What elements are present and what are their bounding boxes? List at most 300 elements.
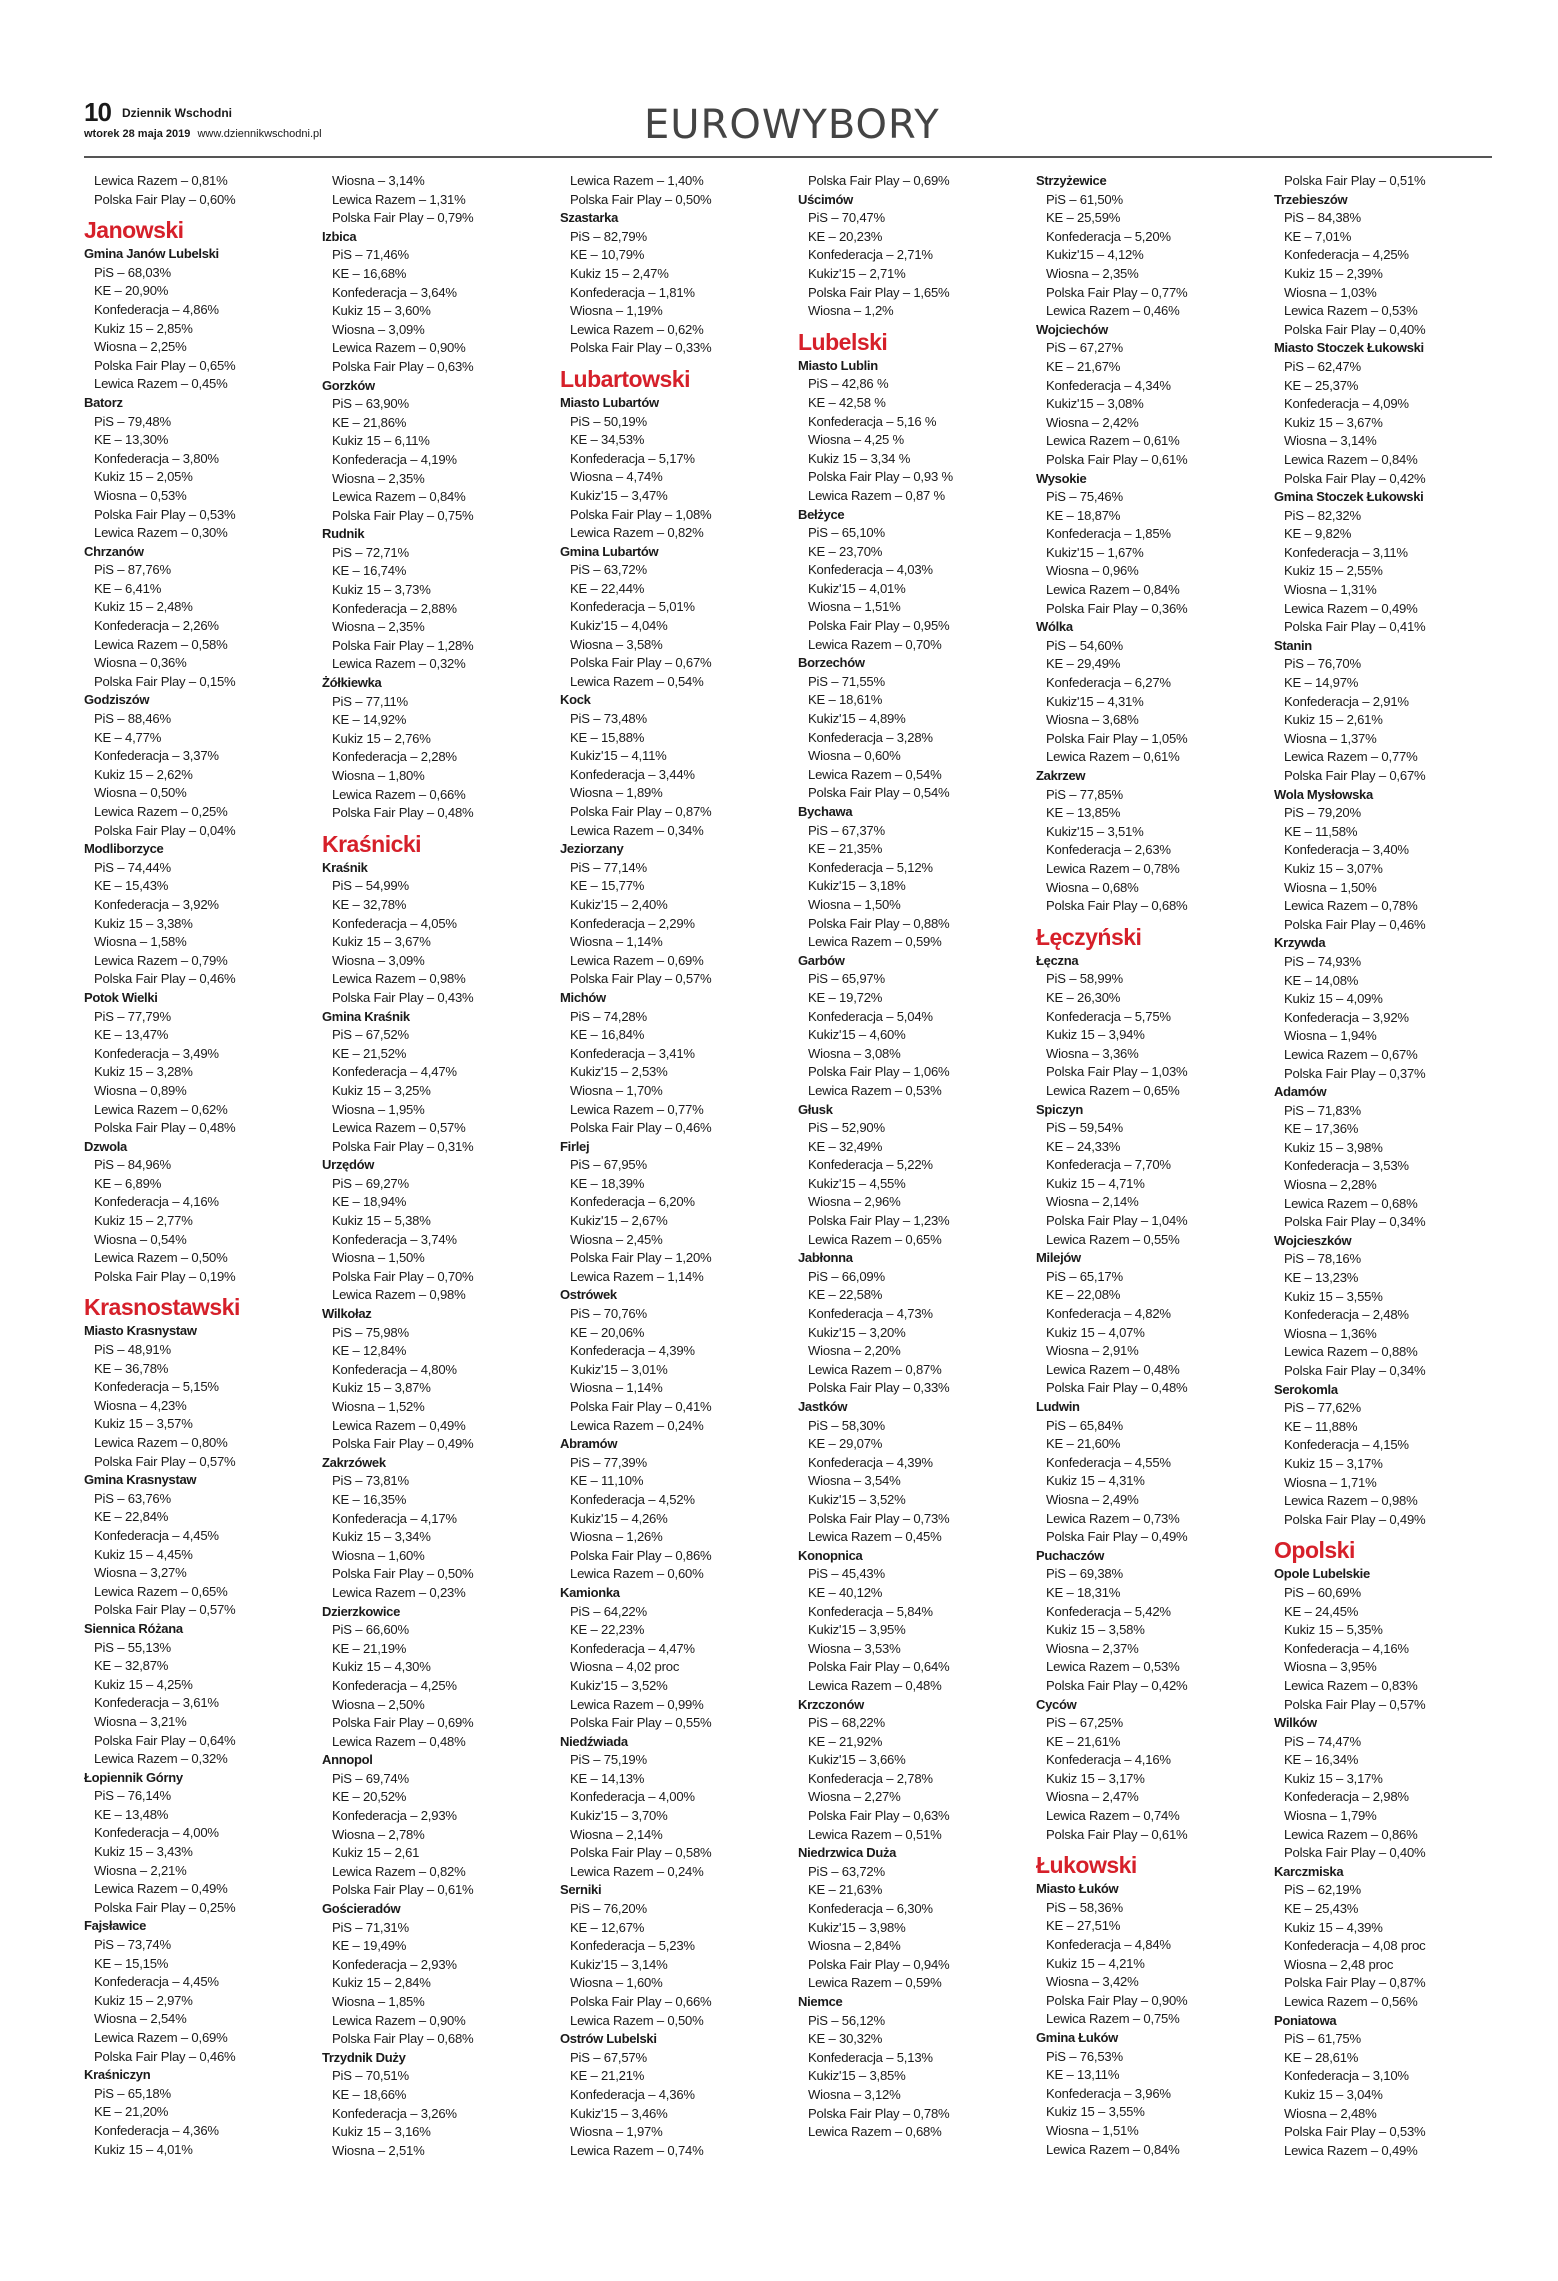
- column-2: [322, 172, 554, 2232]
- result-line: Wiosna – 3,09%: [332, 952, 425, 968]
- municipality-heading: Opole Lubelskie: [1274, 1566, 1370, 1582]
- municipality-heading: Głusk: [798, 1101, 833, 1117]
- result-line: KE – 15,43%: [94, 878, 169, 894]
- result-line: Wiosna – 2,28%: [1284, 1177, 1377, 1193]
- municipality-heading: Niedźwiada: [560, 1733, 628, 1749]
- result-line: KE – 21,92%: [808, 1733, 883, 1749]
- result-line: Wiosna – 0,53%: [94, 487, 187, 503]
- municipality-heading: Ostrów Lubelski: [560, 2031, 657, 2047]
- county-heading: Lubartowski: [560, 365, 690, 392]
- result-line: Wiosna – 3,53%: [808, 1640, 901, 1656]
- result-line: PiS – 84,96%: [94, 1157, 171, 1173]
- municipality-heading: Dzwola: [84, 1138, 127, 1154]
- result-line: Lewica Razem – 0,51%: [808, 1826, 942, 1842]
- result-line: Polska Fair Play – 0,48%: [332, 805, 474, 821]
- result-line: Lewica Razem – 0,78%: [1046, 860, 1180, 876]
- result-line: PiS – 77,39%: [570, 1454, 647, 1470]
- result-line: Lewica Razem – 0,70%: [808, 636, 942, 652]
- result-line: KE – 16,84%: [570, 1027, 645, 1043]
- county-heading: Kraśnicki: [322, 830, 422, 857]
- result-line: Konfederacja – 2,26%: [94, 618, 219, 634]
- result-line: Polska Fair Play – 1,28%: [332, 637, 474, 653]
- result-line: Kukiz 15 – 3,07%: [1284, 860, 1383, 876]
- municipality-heading: Gmina Janów Lubelski: [84, 246, 219, 262]
- result-line: Polska Fair Play – 0,66%: [570, 1994, 712, 2009]
- result-line: Konfederacja – 4,82%: [1046, 1306, 1171, 1322]
- municipality-heading: Bełżyce: [798, 506, 845, 522]
- result-line: PiS – 69,74%: [332, 1770, 409, 1786]
- result-line: PiS – 42,86 %: [808, 376, 889, 392]
- result-line: Polska Fair Play – 0,77%: [1046, 284, 1188, 300]
- result-line: Polska Fair Play – 0,57%: [94, 1453, 236, 1469]
- result-line: Kukiz 15 – 3,55%: [1046, 2104, 1145, 2120]
- result-line: Polska Fair Play – 0,87%: [570, 804, 712, 819]
- result-line: Polska Fair Play – 0,49%: [1284, 1511, 1426, 1527]
- result-line: KE – 19,72%: [808, 989, 883, 1005]
- municipality-heading: Uścimów: [798, 191, 853, 207]
- result-line: Kukiz'15 – 3,95%: [808, 1622, 906, 1638]
- result-line: Lewica Razem – 0,65%: [94, 1583, 228, 1599]
- result-line: Kukiz 15 – 3,34%: [332, 1529, 431, 1545]
- site-url[interactable]: www.dziennikwschodni.pl: [197, 128, 322, 140]
- result-line: Polska Fair Play – 0,46%: [94, 2048, 236, 2064]
- result-line: Kukiz 15 – 3,67%: [1284, 414, 1383, 430]
- result-line: Wiosna – 4,74%: [570, 469, 663, 485]
- result-line: Kukiz'15 – 4,11%: [570, 748, 667, 764]
- municipality-heading: Krzczonów: [798, 1696, 864, 1712]
- municipality-heading: Gościeradów: [322, 1901, 401, 1917]
- result-line: Lewica Razem – 0,66%: [332, 786, 466, 802]
- result-line: KE – 21,60%: [1046, 1436, 1121, 1452]
- result-line: Kukiz 15 – 3,58%: [1046, 1622, 1145, 1638]
- result-line: Lewica Razem – 0,55%: [1046, 1231, 1180, 1247]
- result-line: Polska Fair Play – 0,33%: [570, 340, 712, 356]
- municipality-heading: Jabłonna: [798, 1250, 853, 1266]
- result-line: Lewica Razem – 0,77%: [570, 1101, 704, 1117]
- result-line: Wiosna – 0,36%: [94, 655, 187, 671]
- result-line: Kukiz'15 – 1,67%: [1046, 544, 1144, 560]
- result-line: KE – 14,97%: [1284, 675, 1359, 691]
- result-line: KE – 13,11%: [1046, 2067, 1120, 2083]
- county-heading: Lubelski: [798, 328, 888, 355]
- result-line: Konfederacja – 4,16%: [1046, 1752, 1171, 1768]
- municipality-heading: Poniatowa: [1274, 2012, 1337, 2028]
- result-line: Wiosna – 1,95%: [332, 1101, 425, 1117]
- municipality-heading: Kraśnik: [322, 859, 368, 875]
- municipality-heading: Kock: [560, 692, 591, 708]
- result-line: Polska Fair Play – 0,88%: [808, 915, 950, 931]
- result-line: Kukiz 15 – 3,17%: [1046, 1770, 1145, 1786]
- result-line: Wiosna – 2,35%: [332, 619, 425, 635]
- result-line: Polska Fair Play – 0,40%: [1284, 1845, 1426, 1861]
- result-line: Polska Fair Play – 0,75%: [332, 507, 474, 523]
- result-line: Polska Fair Play – 0,42%: [1046, 1677, 1188, 1693]
- result-line: Konfederacja – 2,29%: [570, 915, 695, 931]
- result-line: Konfederacja – 2,63%: [1046, 842, 1171, 858]
- result-line: Wiosna – 3,08%: [808, 1045, 901, 1061]
- result-line: Kukiz 15 – 2,48%: [94, 599, 193, 615]
- result-line: KE – 32,49%: [808, 1138, 883, 1154]
- result-line: Wiosna – 2,54%: [94, 2011, 187, 2027]
- result-line: Polska Fair Play – 0,36%: [1046, 600, 1188, 616]
- result-line: Lewica Razem – 0,90%: [332, 2012, 466, 2028]
- result-line: PiS – 73,81%: [332, 1473, 409, 1489]
- result-line: Polska Fair Play – 0,37%: [1284, 1065, 1426, 1081]
- municipality-heading: Kamionka: [560, 1584, 620, 1600]
- result-line: Wiosna – 0,50%: [94, 785, 187, 801]
- result-line: Polska Fair Play – 0,49%: [332, 1436, 474, 1452]
- municipality-heading: Milejów: [1036, 1250, 1081, 1266]
- result-line: Konfederacja – 4,25%: [332, 1677, 457, 1693]
- county-heading: Opolski: [1274, 1537, 1355, 1564]
- result-line: Polska Fair Play – 0,67%: [1284, 768, 1426, 783]
- result-line: Konfederacja – 3,40%: [1284, 842, 1409, 858]
- result-line: KE – 14,92%: [332, 712, 407, 728]
- result-line: Konfederacja – 4,36%: [570, 2086, 695, 2102]
- result-line: PiS – 78,16%: [1284, 1251, 1361, 1267]
- result-line: Wiosna – 3,21%: [94, 1713, 187, 1729]
- result-line: PiS – 67,52%: [332, 1027, 409, 1043]
- result-line: Konfederacja – 3,53%: [1284, 1158, 1409, 1174]
- municipality-heading: Trzebieszów: [1274, 191, 1348, 207]
- result-line: PiS – 70,51%: [332, 2068, 409, 2084]
- result-line: Wiosna – 1,2%: [808, 303, 894, 319]
- result-line: Kukiz 15 – 3,34 %: [808, 450, 911, 466]
- result-line: PiS – 67,25%: [1046, 1715, 1123, 1731]
- result-line: Kukiz 15 – 3,98%: [1284, 1139, 1383, 1155]
- result-line: KE – 16,35%: [332, 1491, 407, 1507]
- result-line: PiS – 82,32%: [1284, 507, 1361, 523]
- result-line: Kukiz'15 – 4,89%: [808, 711, 906, 727]
- municipality-heading: Ostrówek: [560, 1287, 617, 1303]
- result-line: Kukiz 15 – 4,71%: [1046, 1175, 1145, 1191]
- result-line: PiS – 69,38%: [1046, 1566, 1123, 1582]
- result-line: PiS – 72,71%: [332, 544, 409, 560]
- result-line: Polska Fair Play – 1,06%: [808, 1064, 950, 1080]
- result-line: Konfederacja – 4,03%: [808, 562, 933, 578]
- result-line: Polska Fair Play – 0,55%: [570, 1715, 712, 1731]
- result-line: Lewica Razem – 1,40%: [570, 173, 704, 188]
- result-line: KE – 14,08%: [1284, 972, 1359, 988]
- result-line: Wiosna – 2,96%: [808, 1194, 901, 1210]
- result-line: Polska Fair Play – 0,87%: [1284, 1975, 1426, 1991]
- header-rule: [84, 156, 1492, 158]
- result-line: Kukiz'15 – 3,66%: [808, 1752, 906, 1768]
- municipality-heading: Chrzanów: [84, 543, 144, 559]
- result-line: PiS – 76,14%: [94, 1788, 171, 1804]
- result-line: PiS – 88,46%: [94, 711, 171, 727]
- column-4: [798, 172, 1030, 2232]
- result-line: Konfederacja – 3,28%: [808, 729, 933, 745]
- result-line: Konfederacja – 3,64%: [332, 284, 457, 300]
- result-line: Lewica Razem – 0,54%: [570, 673, 704, 689]
- result-line: Wiosna – 1,79%: [1284, 1808, 1377, 1824]
- municipality-heading: Batorz: [84, 394, 123, 410]
- result-line: Polska Fair Play – 0,93 %: [808, 469, 953, 485]
- result-line: Wiosna – 2,42%: [1046, 414, 1139, 430]
- result-line: KE – 21,35%: [808, 841, 883, 857]
- result-line: Kukiz'15 – 3,85%: [808, 2068, 906, 2084]
- result-line: Wiosna – 3,58%: [570, 636, 663, 652]
- result-line: Konfederacja – 4,25%: [1284, 247, 1409, 263]
- result-line: Wiosna – 4,25 %: [808, 432, 904, 448]
- county-heading: Łęczyński: [1036, 923, 1142, 950]
- result-line: Polska Fair Play – 0,94%: [808, 1956, 950, 1972]
- result-line: KE – 6,41%: [94, 580, 162, 596]
- result-line: Konfederacja – 5,42%: [1046, 1603, 1171, 1619]
- result-line: Polska Fair Play – 1,04%: [1046, 1213, 1188, 1229]
- result-line: PiS – 73,74%: [94, 1937, 171, 1953]
- result-line: KE – 6,89%: [94, 1175, 162, 1191]
- result-line: PiS – 66,09%: [808, 1268, 885, 1284]
- result-line: Lewica Razem – 0,74%: [570, 2142, 704, 2158]
- result-line: Polska Fair Play – 0,65%: [94, 357, 236, 373]
- result-line: Lewica Razem – 0,56%: [1284, 1994, 1418, 2009]
- result-line: Konfederacja – 1,81%: [570, 284, 695, 300]
- result-line: Wiosna – 0,89%: [94, 1082, 187, 1098]
- result-line: Kukiz'15 – 2,40%: [570, 896, 668, 912]
- result-line: Kukiz'15 – 4,26%: [570, 1510, 668, 1526]
- result-line: Polska Fair Play – 1,05%: [1046, 730, 1188, 746]
- result-line: Lewica Razem – 0,59%: [808, 1975, 942, 1991]
- result-line: Konfederacja – 4,55%: [1046, 1454, 1171, 1470]
- result-line: Kukiz 15 – 4,21%: [1046, 1955, 1145, 1971]
- result-line: Lewica Razem – 0,48%: [808, 1677, 942, 1693]
- result-line: Konfederacja – 4,00%: [570, 1789, 695, 1805]
- result-line: Wiosna – 3,36%: [1046, 1045, 1139, 1061]
- result-line: KE – 11,88%: [1284, 1418, 1358, 1434]
- result-line: Wiosna – 2,49%: [1046, 1491, 1139, 1507]
- result-line: Polska Fair Play – 0,86%: [570, 1547, 712, 1563]
- result-line: PiS – 79,48%: [94, 413, 171, 429]
- result-line: Lewica Razem – 0,49%: [1284, 600, 1418, 616]
- result-line: Kukiz'15 – 4,60%: [808, 1027, 906, 1043]
- municipality-heading: Godziszów: [84, 692, 150, 708]
- result-line: Konfederacja – 4,08 proc: [1284, 1938, 1426, 1954]
- result-line: Lewica Razem – 0,48%: [1046, 1361, 1180, 1377]
- municipality-heading: Gmina Łuków: [1036, 2030, 1118, 2045]
- result-line: KE – 25,59%: [1046, 210, 1121, 226]
- result-line: Wiosna – 3,68%: [1046, 712, 1139, 728]
- result-line: KE – 16,34%: [1284, 1752, 1359, 1768]
- result-line: PiS – 77,11%: [332, 693, 408, 709]
- result-line: PiS – 75,46%: [1046, 489, 1123, 505]
- result-line: Konfederacja – 4,45%: [94, 1527, 219, 1543]
- result-line: KE – 13,85%: [1046, 805, 1121, 821]
- municipality-heading: Łęczna: [1036, 952, 1079, 968]
- result-line: Kukiz 15 – 3,43%: [94, 1844, 193, 1860]
- result-line: Wiosna – 1,70%: [570, 1082, 663, 1098]
- municipality-heading: Rudnik: [322, 526, 365, 542]
- result-line: Lewica Razem – 0,82%: [332, 1863, 466, 1879]
- result-line: Polska Fair Play – 0,60%: [94, 191, 236, 207]
- result-line: Lewica Razem – 0,32%: [94, 1751, 228, 1767]
- result-line: PiS – 65,17%: [1046, 1268, 1123, 1284]
- municipality-heading: Gorzków: [322, 377, 375, 393]
- result-line: PiS – 63,72%: [808, 1863, 885, 1879]
- section-title: EUROWYBORY: [644, 102, 940, 148]
- municipality-heading: Zakrzew: [1036, 768, 1086, 783]
- result-line: Polska Fair Play – 0,48%: [1046, 1380, 1188, 1396]
- result-line: Konfederacja – 2,88%: [332, 600, 457, 616]
- result-line: PiS – 58,36%: [1046, 1899, 1123, 1915]
- result-line: Lewica Razem – 0,30%: [94, 525, 228, 541]
- result-line: Polska Fair Play – 0,25%: [94, 1899, 236, 1915]
- result-line: Konfederacja – 2,28%: [332, 749, 457, 765]
- municipality-heading: Wilkołaz: [322, 1306, 372, 1322]
- result-line: Polska Fair Play – 0,34%: [1284, 1214, 1426, 1230]
- result-line: PiS – 73,48%: [570, 711, 647, 727]
- result-line: Polska Fair Play – 1,23%: [808, 1213, 950, 1229]
- result-line: Wiosna – 2,47%: [1046, 1789, 1139, 1805]
- result-line: Lewica Razem – 0,99%: [570, 1696, 704, 1712]
- results-columns: [84, 172, 1494, 2232]
- result-line: Konfederacja – 5,22%: [808, 1157, 933, 1173]
- result-line: Lewica Razem – 1,31%: [332, 191, 466, 207]
- municipality-heading: Spiczyn: [1036, 1101, 1084, 1117]
- result-line: Polska Fair Play – 0,53%: [1284, 2124, 1426, 2140]
- result-line: Lewica Razem – 0,65%: [1046, 1082, 1180, 1098]
- municipality-heading: Annopol: [322, 1752, 373, 1768]
- result-line: Wiosna – 3,12%: [808, 2086, 901, 2102]
- result-line: KE – 20,23%: [808, 228, 883, 244]
- result-line: Polska Fair Play – 0,46%: [94, 971, 236, 987]
- result-line: Konfederacja – 3,49%: [94, 1045, 219, 1061]
- result-line: PiS – 76,20%: [570, 1901, 647, 1917]
- county-heading: Janowski: [84, 217, 184, 244]
- result-line: Wiosna – 3,42%: [1046, 1974, 1139, 1990]
- result-line: PiS – 56,12%: [808, 2012, 885, 2028]
- result-line: KE – 28,61%: [1284, 2049, 1359, 2065]
- result-line: Konfederacja – 4,19%: [332, 451, 457, 467]
- result-line: Kukiz 15 – 3,17%: [1284, 1770, 1383, 1786]
- result-line: Polska Fair Play – 0,34%: [1284, 1363, 1426, 1378]
- result-line: Wiosna – 2,51%: [332, 2142, 425, 2158]
- result-line: Wiosna – 1,14%: [570, 1380, 663, 1396]
- result-line: Konfederacja – 4,15%: [1284, 1437, 1409, 1453]
- result-line: PiS – 63,90%: [332, 396, 409, 412]
- result-line: Polska Fair Play – 0,48%: [94, 1120, 236, 1136]
- result-line: KE – 18,31%: [1046, 1584, 1121, 1600]
- result-line: Lewica Razem – 0,84%: [1284, 451, 1418, 467]
- result-line: Polska Fair Play – 0,04%: [94, 822, 236, 838]
- result-line: Polska Fair Play – 1,03%: [1046, 1064, 1188, 1080]
- result-line: Wiosna – 2,14%: [570, 1826, 663, 1842]
- result-line: Polska Fair Play – 0,40%: [1284, 321, 1426, 337]
- result-line: Kukiz 15 – 4,07%: [1046, 1324, 1145, 1340]
- result-line: Lewica Razem – 0,84%: [332, 489, 466, 505]
- result-line: Konfederacja – 5,15%: [94, 1379, 219, 1395]
- municipality-heading: Izbica: [322, 228, 357, 244]
- result-line: Polska Fair Play – 0,53%: [94, 506, 236, 522]
- result-line: Wiosna – 2,37%: [1046, 1640, 1139, 1656]
- result-line: Polska Fair Play – 0,57%: [94, 1602, 236, 1618]
- result-line: PiS – 69,27%: [332, 1175, 409, 1191]
- result-line: Kukiz 15 – 3,28%: [94, 1064, 193, 1080]
- result-line: Kukiz 15 – 3,87%: [332, 1380, 431, 1396]
- result-line: Lewica Razem – 0,45%: [94, 376, 228, 392]
- result-line: Konfederacja – 4,39%: [808, 1454, 933, 1470]
- result-line: Kukiz 15 – 3,57%: [94, 1416, 193, 1432]
- result-line: Wiosna – 2,14%: [1046, 1194, 1139, 1210]
- result-line: Polska Fair Play – 0,64%: [808, 1659, 950, 1675]
- result-line: PiS – 59,54%: [1046, 1120, 1123, 1136]
- result-line: PiS – 82,79%: [570, 228, 647, 244]
- result-line: Lewica Razem – 0,87%: [808, 1361, 942, 1377]
- municipality-heading: Trzydnik Duży: [322, 2049, 406, 2065]
- municipality-heading: Adamów: [1274, 1084, 1327, 1100]
- result-line: Lewica Razem – 0,53%: [1046, 1659, 1180, 1675]
- result-line: Lewica Razem – 0,50%: [94, 1250, 228, 1266]
- result-line: KE – 16,74%: [332, 563, 407, 579]
- result-line: KE – 18,94%: [332, 1194, 407, 1210]
- municipality-heading: Jeziorzany: [560, 841, 624, 857]
- result-line: KE – 9,82%: [1284, 526, 1352, 542]
- result-line: KE – 34,53%: [570, 432, 645, 448]
- result-line: KE – 22,58%: [808, 1287, 883, 1303]
- result-line: Kukiz 15 – 4,25%: [94, 1676, 193, 1692]
- result-line: Lewica Razem – 0,77%: [1284, 749, 1418, 765]
- result-line: Polska Fair Play – 0,57%: [570, 971, 712, 987]
- result-line: PiS – 65,10%: [808, 525, 885, 541]
- municipality-heading: Niedrzwica Duża: [798, 1845, 897, 1861]
- municipality-heading: Wysokie: [1036, 470, 1087, 486]
- result-line: PiS – 64,22%: [570, 1603, 647, 1619]
- result-line: Kukiz'15 – 4,55%: [808, 1175, 906, 1191]
- page-number: 10: [84, 97, 111, 127]
- result-line: KE – 18,66%: [332, 2086, 407, 2102]
- result-line: Kukiz 15 – 2,85%: [94, 320, 193, 336]
- result-line: KE – 25,43%: [1284, 1901, 1359, 1917]
- result-line: Wiosna – 0,54%: [94, 1231, 187, 1247]
- result-line: PiS – 45,43%: [808, 1566, 885, 1582]
- result-line: Konfederacja – 3,11%: [1284, 544, 1408, 560]
- result-line: Polska Fair Play – 0,61%: [1046, 1826, 1188, 1842]
- result-line: Konfederacja – 6,20%: [570, 1194, 695, 1210]
- result-line: Konfederacja – 3,10%: [1284, 2068, 1409, 2084]
- result-line: Wiosna – 2,35%: [332, 470, 425, 486]
- result-line: KE – 18,39%: [570, 1175, 645, 1191]
- result-line: Konfederacja – 4,05%: [332, 915, 457, 931]
- municipality-heading: Strzyżewice: [1036, 173, 1107, 188]
- result-line: KE – 42,58 %: [808, 394, 886, 410]
- result-line: Wiosna – 4,02 proc: [570, 1659, 680, 1675]
- result-line: KE – 15,77%: [570, 878, 645, 894]
- result-line: Lewica Razem – 0,80%: [94, 1435, 228, 1450]
- result-line: PiS – 60,69%: [1284, 1584, 1361, 1600]
- result-line: Kukiz'15 – 3,18%: [808, 878, 906, 894]
- result-line: PiS – 65,84%: [1046, 1417, 1123, 1433]
- result-line: Konfederacja – 4,47%: [332, 1064, 457, 1080]
- result-line: Lewica Razem – 0,23%: [332, 1584, 466, 1600]
- result-line: Polska Fair Play – 0,63%: [808, 1808, 950, 1824]
- municipality-heading: Firlej: [560, 1138, 590, 1154]
- result-line: Lewica Razem – 0,49%: [332, 1417, 466, 1433]
- result-line: PiS – 75,19%: [570, 1752, 647, 1768]
- result-line: Lewica Razem – 0,98%: [332, 971, 466, 987]
- result-line: PiS – 74,47%: [1284, 1733, 1361, 1749]
- result-line: KE – 19,49%: [332, 1938, 407, 1954]
- result-line: Konfederacja – 2,78%: [808, 1770, 933, 1786]
- result-line: Lewica Razem – 0,53%: [1284, 303, 1418, 319]
- result-line: Polska Fair Play – 0,78%: [808, 2105, 950, 2121]
- result-line: Konfederacja – 7,70%: [1046, 1157, 1171, 1173]
- result-line: Konfederacja – 5,75%: [1046, 1008, 1171, 1024]
- result-line: PiS – 58,99%: [1046, 971, 1123, 987]
- result-line: KE – 12,67%: [570, 1919, 645, 1935]
- result-line: Polska Fair Play – 1,20%: [570, 1250, 712, 1266]
- result-line: Polska Fair Play – 1,65%: [808, 284, 950, 300]
